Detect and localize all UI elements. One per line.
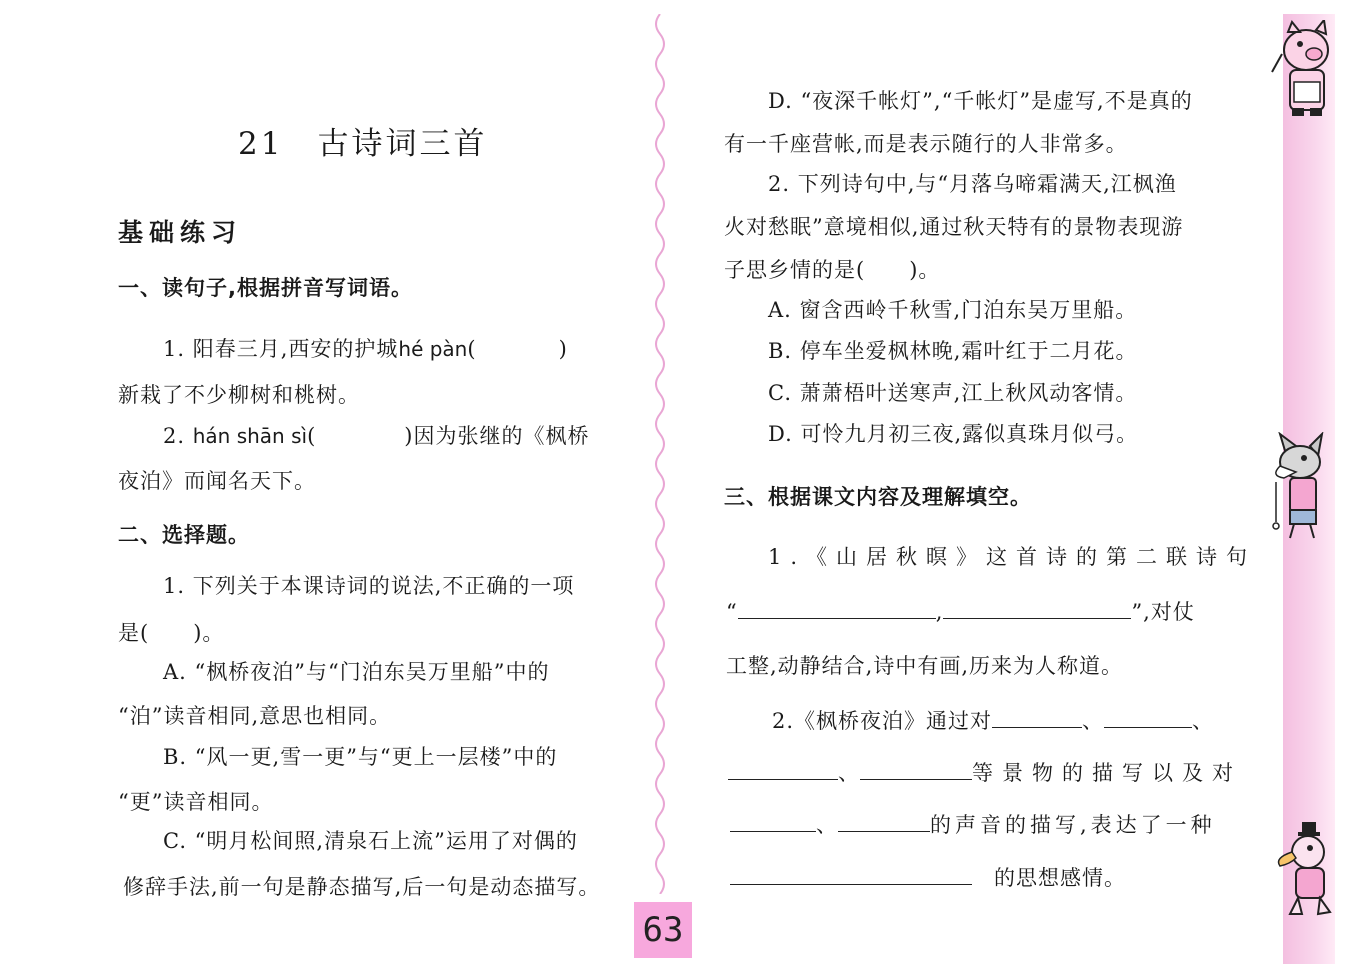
part2-q1-line2: 是( )。 xyxy=(118,621,225,645)
option-b-line2: “更”读音相同。 xyxy=(118,790,274,814)
part3-q2-sep3: 、 xyxy=(838,761,860,785)
q2-option-a: A. 窗含西岭千秋雪,门泊东吴万里船。 xyxy=(768,298,1138,322)
part2-q2-line3: 子思乡情的是( )。 xyxy=(724,258,941,282)
option-b-line1: B. “风一更,雪一更”与“更上一层楼”中的 xyxy=(163,745,558,769)
part3-q2-line1 xyxy=(772,705,1214,735)
scenery-blank-2[interactable] xyxy=(1104,709,1192,728)
part1-q1-line1 xyxy=(163,333,568,363)
part1-q2-open: ( xyxy=(307,424,317,448)
part1-q1-prefix: 1. 阳春三月,西安的护城 xyxy=(163,337,399,361)
part3-q1-quote-close: ”,对仗 xyxy=(1131,600,1195,624)
part1-q1-line2: 新栽了不少柳树和桃树。 xyxy=(118,383,360,407)
page-number: 63 xyxy=(642,910,684,950)
q2-option-c: C. 萧萧梧叶送寒声,江上秋风动客情。 xyxy=(768,381,1138,405)
part2-q2-line1: 2. 下列诗句中,与“月落乌啼霜满天,江枫渔 xyxy=(768,172,1177,196)
option-d-line2: 有一千座营帐,而是表示随行的人非常多。 xyxy=(724,132,1128,156)
option-c-line1: C. “明月松间照,清泉石上流”运用了对偶的 xyxy=(163,829,578,853)
duck-mascot-icon xyxy=(1272,818,1338,918)
sound-blank-2[interactable] xyxy=(838,813,930,832)
scenery-blank-3[interactable] xyxy=(728,761,838,780)
part1-q1-open: ( xyxy=(467,337,477,361)
option-a-line2: “泊”读音相同,意思也相同。 xyxy=(118,704,392,728)
q2-option-d: D. 可怜九月初三夜,露似真珠月似弓。 xyxy=(768,422,1139,446)
q2-option-b: B. 停车坐爱枫林晚,霜叶红于二月花。 xyxy=(768,339,1138,363)
part3-q2-line2-post: 等景物的描写以及对 xyxy=(972,761,1242,785)
part1-q2-prefix: 2. xyxy=(163,424,186,448)
part3-q1-comma: , xyxy=(935,600,944,624)
option-a-line1: A. “枫桥夜泊”与“门泊东吴万里船”中的 xyxy=(163,660,550,684)
part1-q1-close: ) xyxy=(558,337,568,361)
part2-q2-line2: 火对愁眠”意境相似,通过秋天特有的景物表现游 xyxy=(724,215,1184,239)
part3-q2-line4 xyxy=(730,862,1126,892)
part3-q2-sep1: 、 xyxy=(1082,709,1105,733)
poem-line-blank-2[interactable] xyxy=(943,600,1131,619)
part3-q1-line2 xyxy=(726,596,1195,626)
part1-q2-pinyin: hán shān sì xyxy=(192,424,308,448)
part1-q2-post: )因为张继的《枫桥 xyxy=(404,424,590,448)
wolf-mascot-icon xyxy=(1266,432,1336,544)
part3-q2-sep4: 、 xyxy=(816,813,838,837)
pig-mascot-icon xyxy=(1262,20,1340,120)
part3-q1-quote-open: “ xyxy=(726,600,738,624)
part3-heading: 三、根据课文内容及理解填空。 xyxy=(724,485,1032,509)
part3-q1-line1: 1.《山居秋暝》这首诗的第二联诗句 xyxy=(768,545,1257,569)
page-spine xyxy=(648,14,672,894)
part2-heading: 二、选择题。 xyxy=(118,523,250,547)
section-heading: 基础练习 xyxy=(118,218,243,247)
scenery-blank-4[interactable] xyxy=(860,761,972,780)
part3-q2-prefix: 2.《枫桥夜泊》通过对 xyxy=(772,709,993,733)
scenery-blank-1[interactable] xyxy=(992,709,1082,728)
part1-q2-line1 xyxy=(163,420,589,450)
option-d-line1: D. “夜深千帐灯”,“千帐灯”是虚写,不是真的 xyxy=(768,89,1193,113)
option-c-line2: 修辞手法,前一句是静态描写,后一句是动态描写。 xyxy=(123,875,601,899)
part3-q2-line2 xyxy=(728,757,1242,787)
part3-q2-line3-post: 的声音的描写,表达了一种 xyxy=(930,813,1216,837)
part1-heading: 一、读句子,根据拼音写词语。 xyxy=(118,276,413,300)
sound-blank-1[interactable] xyxy=(730,813,816,832)
feeling-blank[interactable] xyxy=(730,866,972,885)
part3-q1-line3: 工整,动静结合,诗中有画,历来为人称道。 xyxy=(726,654,1124,678)
part2-q1-line1: 1. 下列关于本课诗词的说法,不正确的一项 xyxy=(163,574,575,598)
lesson-title: 21 古诗词三首 xyxy=(238,126,488,162)
part1-q1-pinyin: hé pàn xyxy=(398,337,468,361)
part3-q2-line3 xyxy=(730,809,1216,839)
part3-q2-line4-post: 的思想感情。 xyxy=(994,866,1126,890)
page-number-badge xyxy=(634,902,692,958)
poem-line-blank-1[interactable] xyxy=(738,600,936,619)
part3-q2-sep2: 、 xyxy=(1192,709,1215,733)
part1-q2-line2: 夜泊》而闻名天下。 xyxy=(118,469,316,493)
